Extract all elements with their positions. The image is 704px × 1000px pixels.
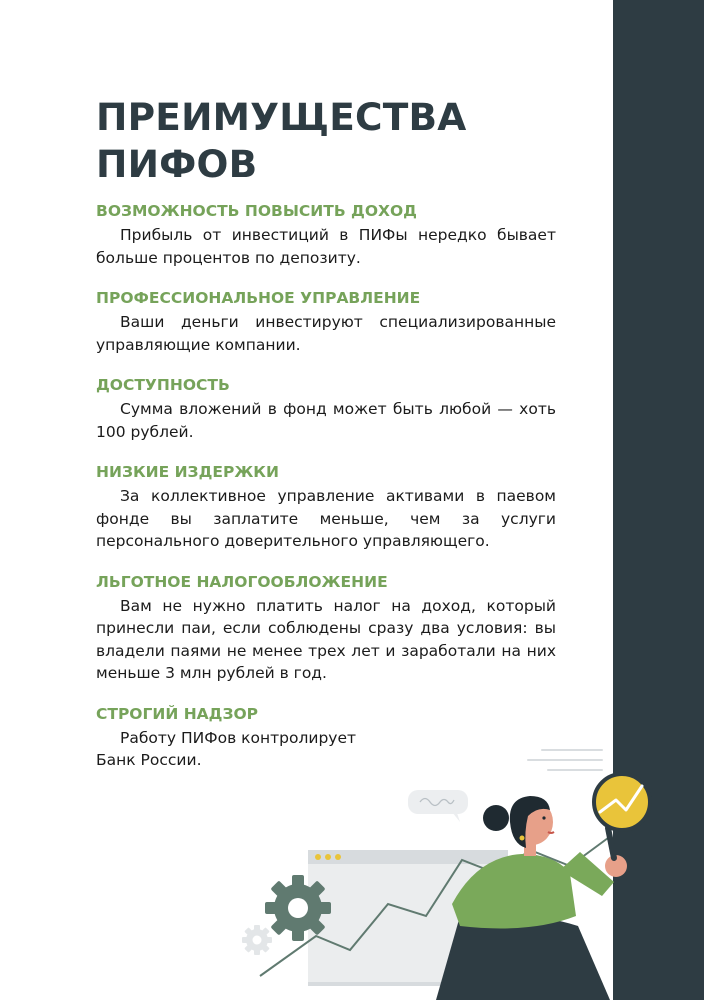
section-availability: [96, 374, 556, 443]
section-body: Сумма вложений в фонд может быть любой — хоть 100 рублей.: [96, 400, 556, 441]
section-body: Работу ПИФов контролирует Банк России.: [96, 728, 357, 769]
section-body: За коллективное управление активами в паевом фонде вы заплатите меньше, чем за услуги персонального доверительного управляющего.: [96, 487, 556, 550]
small-gear-icon: [242, 925, 272, 955]
decor-lines: [528, 750, 602, 770]
section-body: Ваши деньги инвестируют специализированные управляющие компании.: [96, 313, 556, 354]
section-heading: ЛЬГОТНОЕ НАЛОГООБЛОЖЕНИЕ: [96, 572, 388, 591]
section-body: Прибыль от инвестиций в ПИФы нередко бывает больше процентов по депозиту.: [96, 226, 556, 267]
section-heading: ПРОФЕССИОНАЛЬНОЕ УПРАВЛЕНИЕ: [96, 289, 421, 307]
section-low-costs: [96, 461, 556, 553]
section-income: [96, 200, 556, 269]
section-heading: ВОЗМОЖНОСТЬ ПОВЫСИТЬ ДОХОД: [96, 202, 417, 220]
section-heading: ДОСТУПНОСТЬ: [96, 376, 230, 394]
magnifier-icon: [594, 774, 650, 858]
section-tax: [96, 571, 556, 685]
woman-figure: [436, 796, 627, 1000]
page-title: ПРЕИМУЩЕСТВА ПИФОВ: [96, 95, 467, 186]
content: [96, 200, 556, 772]
gear-icon: [265, 875, 331, 941]
section-heading: НИЗКИЕ ИЗДЕРЖКИ: [96, 463, 279, 481]
investor-illustration: [230, 740, 704, 1000]
section-body: Вам не нужно платить налог на доход, который принесли паи, если соблюдены сразу два условия: вы владели паями не менее трех лет и заработали на них меньше 3 млн рублей в год.: [96, 596, 556, 682]
section-management: [96, 287, 556, 356]
section-heading: СТРОГИЙ НАДЗОР: [96, 704, 259, 723]
speech-bubble-icon: [408, 790, 468, 822]
